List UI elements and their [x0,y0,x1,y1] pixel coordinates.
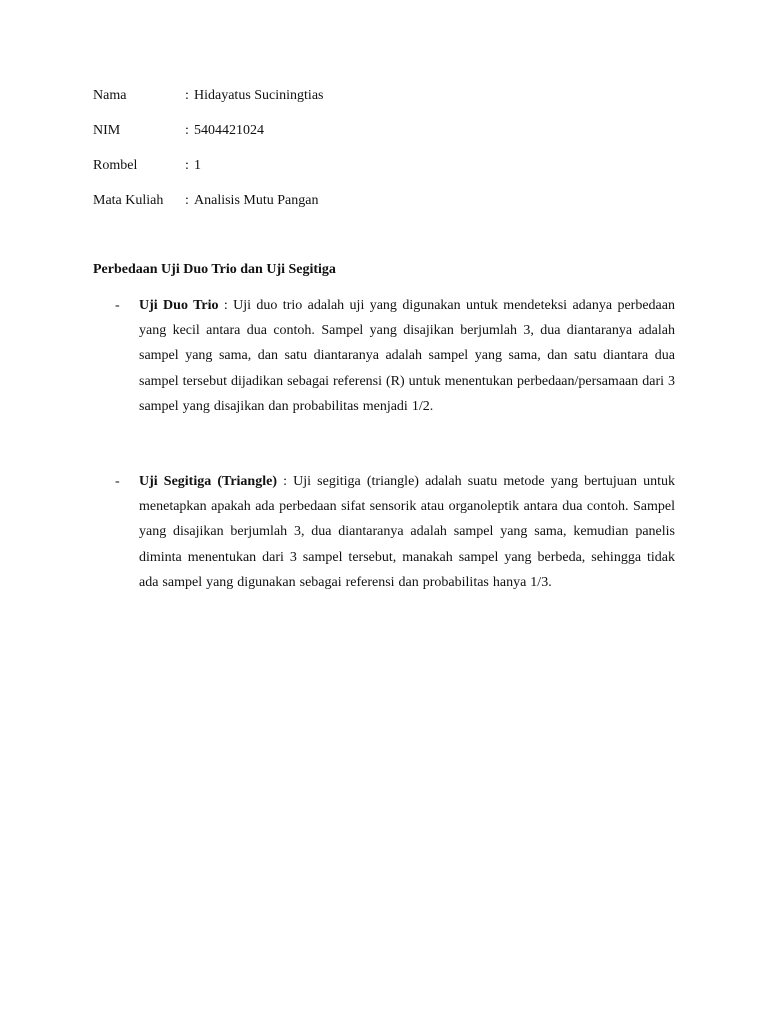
info-value: Hidayatus Suciningtias [194,88,324,103]
info-value: 5404421024 [194,123,264,138]
list-item-text [139,469,675,595]
info-row-nim [93,121,324,156]
section-heading: Perbedaan Uji Duo Trio dan Uji Segitiga [93,262,336,277]
info-colon: : [185,88,189,103]
student-info-table [93,86,324,226]
info-row-mata-kuliah [93,191,324,226]
info-label: NIM [93,123,121,138]
list-item-title: Uji Segitiga (Triangle) [139,474,277,489]
list-item-text [139,293,675,419]
list-item-body: : Uji segitiga (triangle) adalah suatu metode yang bertujuan untuk menetapkan apakah ada perbedaan sifat sensorik atau organoleptik antara dua contoh. Sampel yang disajikan berjumlah 3, dua diantaranya adalah sampel yang sama, kemudian panelis diminta menentukan dari 3 sampel tersebut, manakah sampel yang berbeda, sehingga tidak ada sampel yang digunakan sebagai referensi dan probabilitas hanya 1/3. [139,474,675,590]
list-item-title: Uji Duo Trio [139,298,219,313]
info-label: Mata Kuliah [93,193,164,208]
info-label: Nama [93,88,127,103]
info-row-nama [93,86,324,121]
list-item-segitiga [93,469,675,595]
list-item-duo-trio [93,293,675,419]
list-item-body: : Uji duo trio adalah uji yang digunakan untuk mendeteksi adanya perbedaan yang kecil antara dua contoh. Sampel yang disajikan berjumlah 3, dua diantaranya adalah sampel yang sama, dan satu diantaranya adalah sampel yang sama, dan satu diantara dua sampel tersebut dijadikan sebagai referensi (R) untuk menentukan perbedaan/persamaan dari 3 sampel yang disajikan dan probabilitas menjadi 1/2. [139,298,676,414]
info-value: Analisis Mutu Pangan [194,193,319,208]
info-value: 1 [194,158,201,173]
info-colon: : [185,158,189,173]
list-bullet: - [115,298,120,313]
info-colon: : [185,193,189,208]
info-colon: : [185,123,189,138]
list-bullet: - [115,474,120,489]
info-label: Rombel [93,158,138,173]
info-row-rombel [93,156,324,191]
